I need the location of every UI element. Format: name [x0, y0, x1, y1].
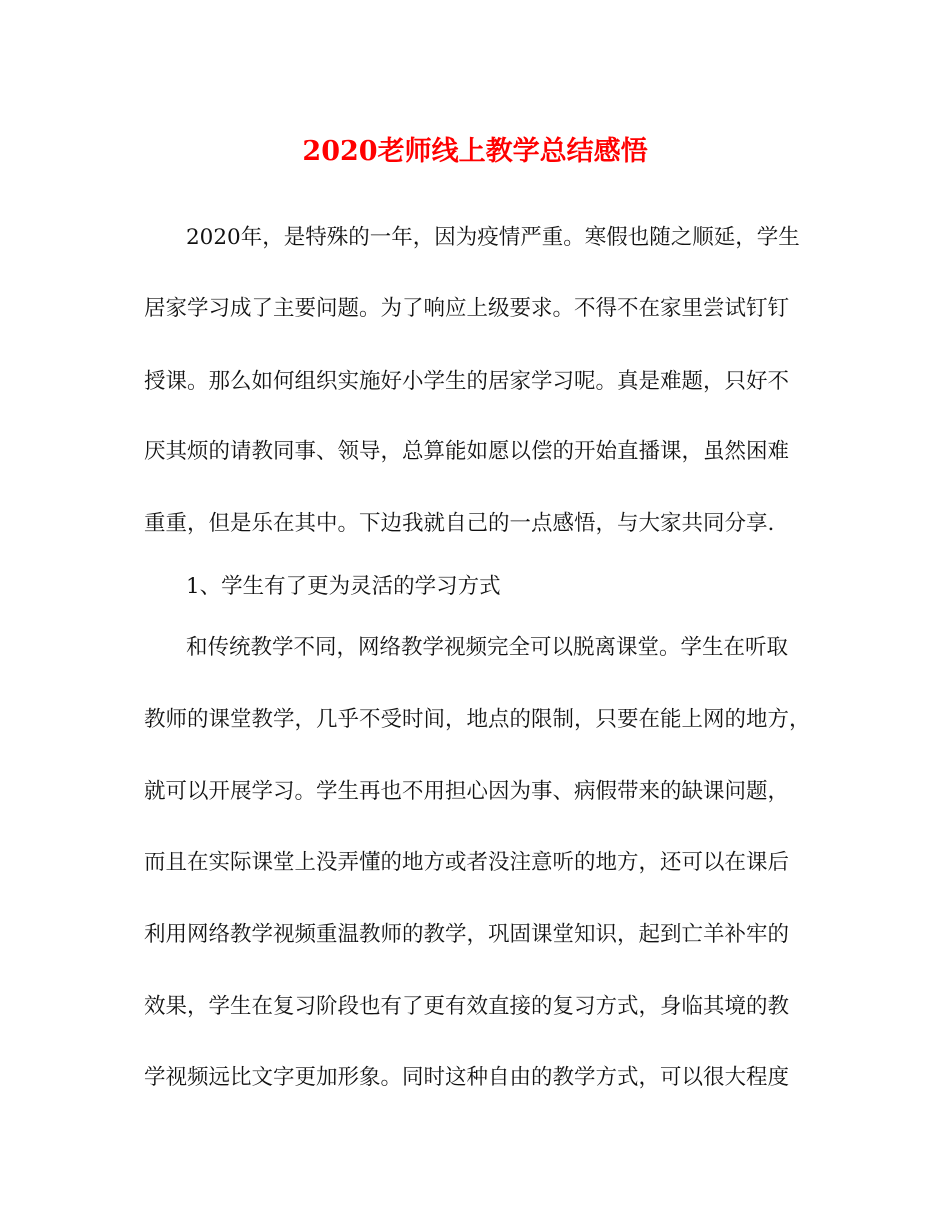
section-heading: 1、学生有了更为灵活的学习方式 — [186, 574, 501, 599]
document-title: 2020老师线上教学总结感悟 — [302, 136, 648, 167]
paragraph-line: 居家学习成了主要问题。为了响应上级要求。不得不在家里尝试钉钉 — [144, 296, 790, 321]
paragraph-line: 和传统教学不同，网络教学视频完全可以脱离课堂。学生在听取 — [186, 635, 789, 660]
paragraph-line: 重重，但是乐在其中。下边我就自己的一点感悟，与大家共同分享. — [144, 511, 775, 536]
paragraph-line: 学视频远比文字更加形象。同时这种自由的教学方式，可以很大程度 — [144, 1065, 790, 1090]
paragraph-line: 2020年，是特殊的一年，因为疫情严重。寒假也随之顺延，学生 — [186, 225, 800, 250]
paragraph-line: 厌其烦的请教同事、领导，总算能如愿以偿的开始直播课，虽然困难 — [144, 439, 790, 464]
paragraph-line: 利用网络教学视频重温教师的教学，巩固课堂知识，起到亡羊补牢的 — [144, 922, 790, 947]
paragraph-line: 教师的课堂教学，几乎不受时间，地点的限制，只要在能上网的地方， — [144, 707, 811, 732]
paragraph-line: 就可以开展学习。学生再也不用担心因为事、病假带来的缺课问题， — [144, 779, 790, 804]
paragraph-line: 授课。那么如何组织实施好小学生的居家学习呢。真是难题，只好不 — [144, 369, 790, 394]
paragraph-line: 而且在实际课堂上没弄懂的地方或者没注意听的地方，还可以在课后 — [144, 850, 790, 875]
paragraph-line: 效果，学生在复习阶段也有了更有效直接的复习方式，身临其境的教 — [144, 994, 790, 1019]
